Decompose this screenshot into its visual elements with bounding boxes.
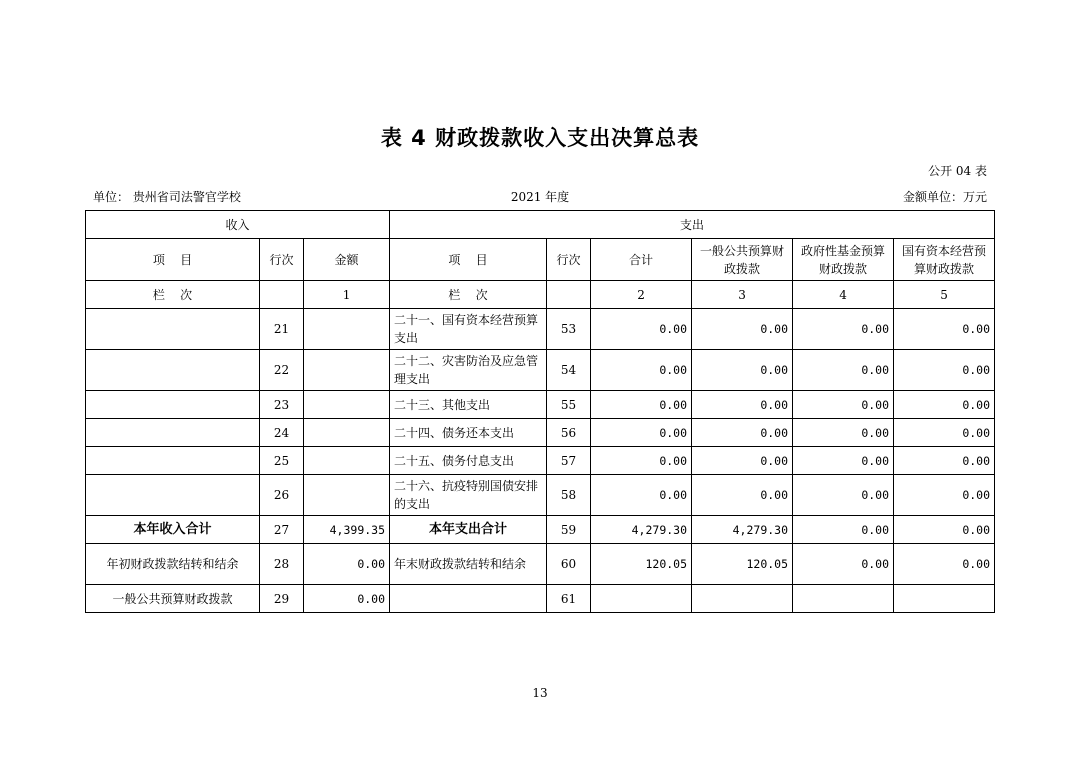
table-row bbox=[86, 419, 995, 447]
gov-fund-cell: 0.00 bbox=[793, 516, 894, 544]
total-cell: 0.00 bbox=[591, 419, 692, 447]
column-number-cell bbox=[547, 281, 591, 309]
table-row bbox=[86, 391, 995, 419]
income-amount-cell bbox=[304, 350, 390, 391]
form-number: 公开 04 表 bbox=[928, 164, 987, 178]
expense-line-cell: 56 bbox=[547, 419, 591, 447]
column-number-cell: 4 bbox=[793, 281, 894, 309]
state-capital-cell: 0.00 bbox=[894, 350, 995, 391]
page-title: 表 4 财政拨款收入支出决算总表 bbox=[380, 126, 700, 150]
total-cell bbox=[591, 585, 692, 613]
column-label: 栏 次 bbox=[390, 281, 547, 309]
expense-line-cell: 60 bbox=[547, 544, 591, 585]
table-row bbox=[86, 447, 995, 475]
income-line-cell: 21 bbox=[260, 309, 304, 350]
gov-fund-cell: 0.00 bbox=[793, 309, 894, 350]
income-item-cell bbox=[86, 391, 260, 419]
income-item-cell: 一般公共预算财政拨款 bbox=[86, 585, 260, 613]
expense-item-header: 项 目 bbox=[390, 239, 547, 281]
income-item-cell bbox=[86, 475, 260, 516]
income-amount-cell: 4,399.35 bbox=[304, 516, 390, 544]
income-header: 收入 bbox=[86, 211, 390, 239]
expense-item-cell: 二十四、债务还本支出 bbox=[390, 419, 547, 447]
income-line-cell: 26 bbox=[260, 475, 304, 516]
general-budget-header: 一般公共预算财政拨款 bbox=[692, 239, 793, 281]
income-item-cell bbox=[86, 309, 260, 350]
budget-summary-table bbox=[85, 210, 995, 613]
expense-line-cell: 61 bbox=[547, 585, 591, 613]
income-line-header: 行次 bbox=[260, 239, 304, 281]
expense-line-cell: 55 bbox=[547, 391, 591, 419]
gov-fund-cell: 0.00 bbox=[793, 475, 894, 516]
income-item-cell bbox=[86, 419, 260, 447]
state-capital-cell: 0.00 bbox=[894, 391, 995, 419]
income-item-cell: 年初财政拨款结转和结余 bbox=[86, 544, 260, 585]
state-capital-cell: 0.00 bbox=[894, 447, 995, 475]
reporting-unit: 单位： 贵州省司法警官学校 bbox=[93, 190, 241, 204]
expense-item-cell: 年末财政拨款结转和结余 bbox=[390, 544, 547, 585]
income-item-cell bbox=[86, 350, 260, 391]
expense-line-cell: 59 bbox=[547, 516, 591, 544]
table-row bbox=[86, 475, 995, 516]
income-line-cell: 22 bbox=[260, 350, 304, 391]
income-amount-header: 金额 bbox=[304, 239, 390, 281]
expense-item-cell: 二十二、灾害防治及应急管理支出 bbox=[390, 350, 547, 391]
income-line-cell: 23 bbox=[260, 391, 304, 419]
gov-fund-cell: 0.00 bbox=[793, 419, 894, 447]
gov-fund-cell: 0.00 bbox=[793, 447, 894, 475]
column-number-row bbox=[86, 281, 995, 309]
table-row bbox=[86, 309, 995, 350]
total-cell: 0.00 bbox=[591, 475, 692, 516]
general-budget-cell: 0.00 bbox=[692, 391, 793, 419]
expense-item-cell: 二十三、其他支出 bbox=[390, 391, 547, 419]
total-cell: 120.05 bbox=[591, 544, 692, 585]
column-number-cell: 2 bbox=[591, 281, 692, 309]
income-line-cell: 24 bbox=[260, 419, 304, 447]
income-amount-cell: 0.00 bbox=[304, 585, 390, 613]
income-line-cell: 28 bbox=[260, 544, 304, 585]
gov-fund-cell: 0.00 bbox=[793, 544, 894, 585]
amount-unit: 金额单位：万元 bbox=[902, 190, 987, 204]
expense-header: 支出 bbox=[390, 211, 995, 239]
state-capital-cell bbox=[894, 585, 995, 613]
income-line-cell: 25 bbox=[260, 447, 304, 475]
income-line-cell: 27 bbox=[260, 516, 304, 544]
gov-fund-cell bbox=[793, 585, 894, 613]
income-amount-cell bbox=[304, 447, 390, 475]
table-row bbox=[86, 585, 995, 613]
income-amount-cell bbox=[304, 475, 390, 516]
income-item-cell: 本年收入合计 bbox=[86, 516, 260, 544]
expense-item-cell: 二十五、债务付息支出 bbox=[390, 447, 547, 475]
expense-line-cell: 57 bbox=[547, 447, 591, 475]
state-capital-cell: 0.00 bbox=[894, 309, 995, 350]
table-row bbox=[86, 350, 995, 391]
expense-line-cell: 58 bbox=[547, 475, 591, 516]
general-budget-cell bbox=[692, 585, 793, 613]
expense-line-cell: 54 bbox=[547, 350, 591, 391]
fiscal-year: 2021 年度 bbox=[510, 190, 570, 204]
income-amount-cell: 0.00 bbox=[304, 544, 390, 585]
gov-fund-cell: 0.00 bbox=[793, 391, 894, 419]
column-number-cell: 3 bbox=[692, 281, 793, 309]
general-budget-cell: 0.00 bbox=[692, 475, 793, 516]
total-cell: 4,279.30 bbox=[591, 516, 692, 544]
state-capital-cell: 0.00 bbox=[894, 516, 995, 544]
expense-line-header: 行次 bbox=[547, 239, 591, 281]
expense-line-cell: 53 bbox=[547, 309, 591, 350]
income-item-cell bbox=[86, 447, 260, 475]
total-cell: 0.00 bbox=[591, 350, 692, 391]
general-budget-cell: 0.00 bbox=[692, 309, 793, 350]
income-amount-cell bbox=[304, 419, 390, 447]
state-capital-cell: 0.00 bbox=[894, 419, 995, 447]
column-header-row bbox=[86, 239, 995, 281]
expense-item-cell bbox=[390, 585, 547, 613]
section-header-row bbox=[86, 211, 995, 239]
total-cell: 0.00 bbox=[591, 391, 692, 419]
state-capital-cell: 0.00 bbox=[894, 544, 995, 585]
income-amount-cell bbox=[304, 391, 390, 419]
income-line-cell: 29 bbox=[260, 585, 304, 613]
gov-fund-header: 政府性基金预算财政拨款 bbox=[793, 239, 894, 281]
general-budget-cell: 0.00 bbox=[692, 419, 793, 447]
general-budget-cell: 0.00 bbox=[692, 350, 793, 391]
general-budget-cell: 4,279.30 bbox=[692, 516, 793, 544]
general-budget-cell: 0.00 bbox=[692, 447, 793, 475]
state-capital-cell: 0.00 bbox=[894, 475, 995, 516]
expense-item-cell: 二十六、抗疫特别国债安排的支出 bbox=[390, 475, 547, 516]
column-number-cell: 5 bbox=[894, 281, 995, 309]
general-budget-cell: 120.05 bbox=[692, 544, 793, 585]
total-cell: 0.00 bbox=[591, 447, 692, 475]
page-number: 13 bbox=[532, 686, 548, 700]
expense-item-cell: 二十一、国有资本经营预算支出 bbox=[390, 309, 547, 350]
gov-fund-cell: 0.00 bbox=[793, 350, 894, 391]
income-item-header: 项 目 bbox=[86, 239, 260, 281]
income-amount-cell bbox=[304, 309, 390, 350]
state-capital-header: 国有资本经营预算财政拨款 bbox=[894, 239, 995, 281]
total-header: 合计 bbox=[591, 239, 692, 281]
total-cell: 0.00 bbox=[591, 309, 692, 350]
column-label: 栏 次 bbox=[86, 281, 260, 309]
expense-item-cell: 本年支出合计 bbox=[390, 516, 547, 544]
annual-total-row bbox=[86, 516, 995, 544]
table-row bbox=[86, 544, 995, 585]
column-number-cell: 1 bbox=[304, 281, 390, 309]
column-number-cell bbox=[260, 281, 304, 309]
